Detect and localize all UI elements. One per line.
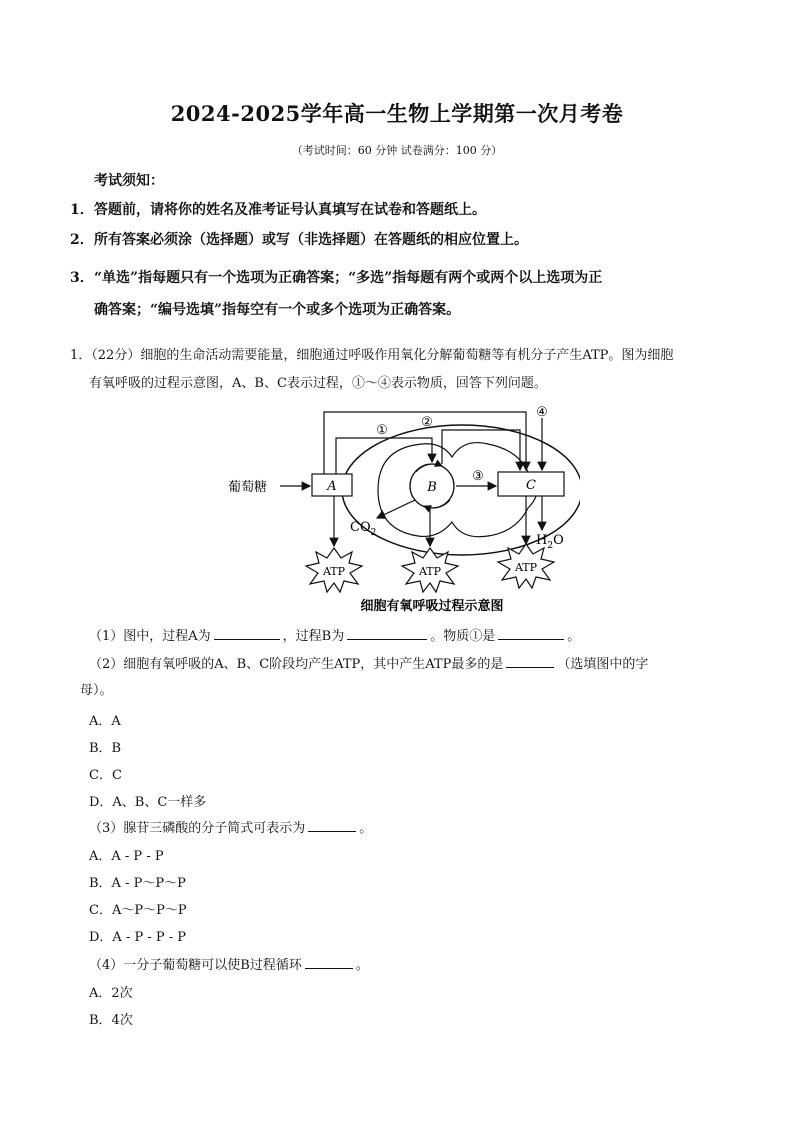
h2o-label: $H_2O$ xyxy=(536,533,564,551)
option-2a[interactable]: A．A xyxy=(89,714,121,729)
option-2d[interactable]: D．A、B、C一样多 xyxy=(89,795,207,810)
page-title: 2024-2025学年高一生物上学期第一次月考卷 xyxy=(170,101,624,126)
figure-caption: 细胞有氧呼吸过程示意图 xyxy=(360,599,504,614)
notice-item-3: 3．“单选”指每题只有一个选项为正确答案；“多选”指每题有两个或两个以上选项为正 确答案；“编号选填”指每空有一个或多个选项为正确答案。 xyxy=(70,270,603,318)
atp-burst-a xyxy=(306,548,362,592)
blank-5[interactable] xyxy=(308,818,356,832)
substance-2-label: ② xyxy=(421,415,433,430)
question-1-stem-line2: 有氧呼吸的过程示意图，A、B、C表示过程，①～④表示物质，回答下列问题。 xyxy=(89,376,547,391)
option-4b[interactable]: B．4次 xyxy=(89,1013,133,1028)
option-3a[interactable]: A．A - P - P xyxy=(89,849,164,864)
notice-item-2: 2．所有答案必须涂（选择题）或写（非选择题）在答题纸的相应位置上。 xyxy=(70,232,528,248)
atp-label-a: ATP xyxy=(322,565,346,578)
process-a-label: A xyxy=(327,479,337,494)
glucose-label: 葡萄糖 xyxy=(228,480,268,495)
blank-2[interactable] xyxy=(347,626,427,640)
option-4a[interactable]: A．2次 xyxy=(89,986,133,1001)
sub-question-1: （1）图中，过程A为 ，过程B为 。物质①是 。 xyxy=(89,626,580,646)
co2-label: $CO_2$ xyxy=(350,520,377,538)
substance-1-label: ① xyxy=(376,423,388,438)
option-3b[interactable]: B．A - P～P～P xyxy=(89,876,186,891)
process-b-label: B xyxy=(427,480,437,495)
blank-4[interactable] xyxy=(506,654,554,668)
atp-label-c: ATP xyxy=(514,561,538,574)
notice-item-1: 1．答题前，请将你的姓名及准考证号认真填写在试卷和答题纸上。 xyxy=(70,202,486,218)
substance-4-label: ④ xyxy=(536,405,548,420)
blank-1[interactable] xyxy=(214,626,280,640)
sub-question-2: （2）细胞有氧呼吸的A、B、C阶段均产生ATP，其中产生ATP最多的是 （选填图中的字 xyxy=(89,654,648,674)
blank-6[interactable] xyxy=(305,955,353,969)
question-1-stem-line1: 1．（22分）细胞的生命活动需要能量，细胞通过呼吸作用氧化分解葡萄糖等有机分子产生ATP。图为细胞 xyxy=(70,348,674,363)
option-2c[interactable]: C．C xyxy=(89,768,122,783)
notice-heading: 考试须知： xyxy=(94,173,164,189)
exam-info: （考试时间：60 分钟 试卷满分：100 分） xyxy=(291,144,503,157)
process-c-label: C xyxy=(526,478,536,493)
option-2b[interactable]: B．B xyxy=(89,741,122,756)
respiration-diagram xyxy=(220,400,580,615)
option-3c[interactable]: C．A～P～P～P xyxy=(89,903,187,918)
option-3d[interactable]: D．A - P - P - P xyxy=(89,930,187,945)
substance-3-label: ③ xyxy=(472,469,484,484)
sub-question-3: （3）腺苷三磷酸的分子简式可表示为 。 xyxy=(89,818,372,838)
sub-question-2-cont: 母）。 xyxy=(80,683,113,698)
atp-label-b: ATP xyxy=(418,565,442,578)
blank-3[interactable] xyxy=(498,626,564,640)
sub-question-4: （4）一分子葡萄糖可以使B过程循环 。 xyxy=(89,955,369,975)
